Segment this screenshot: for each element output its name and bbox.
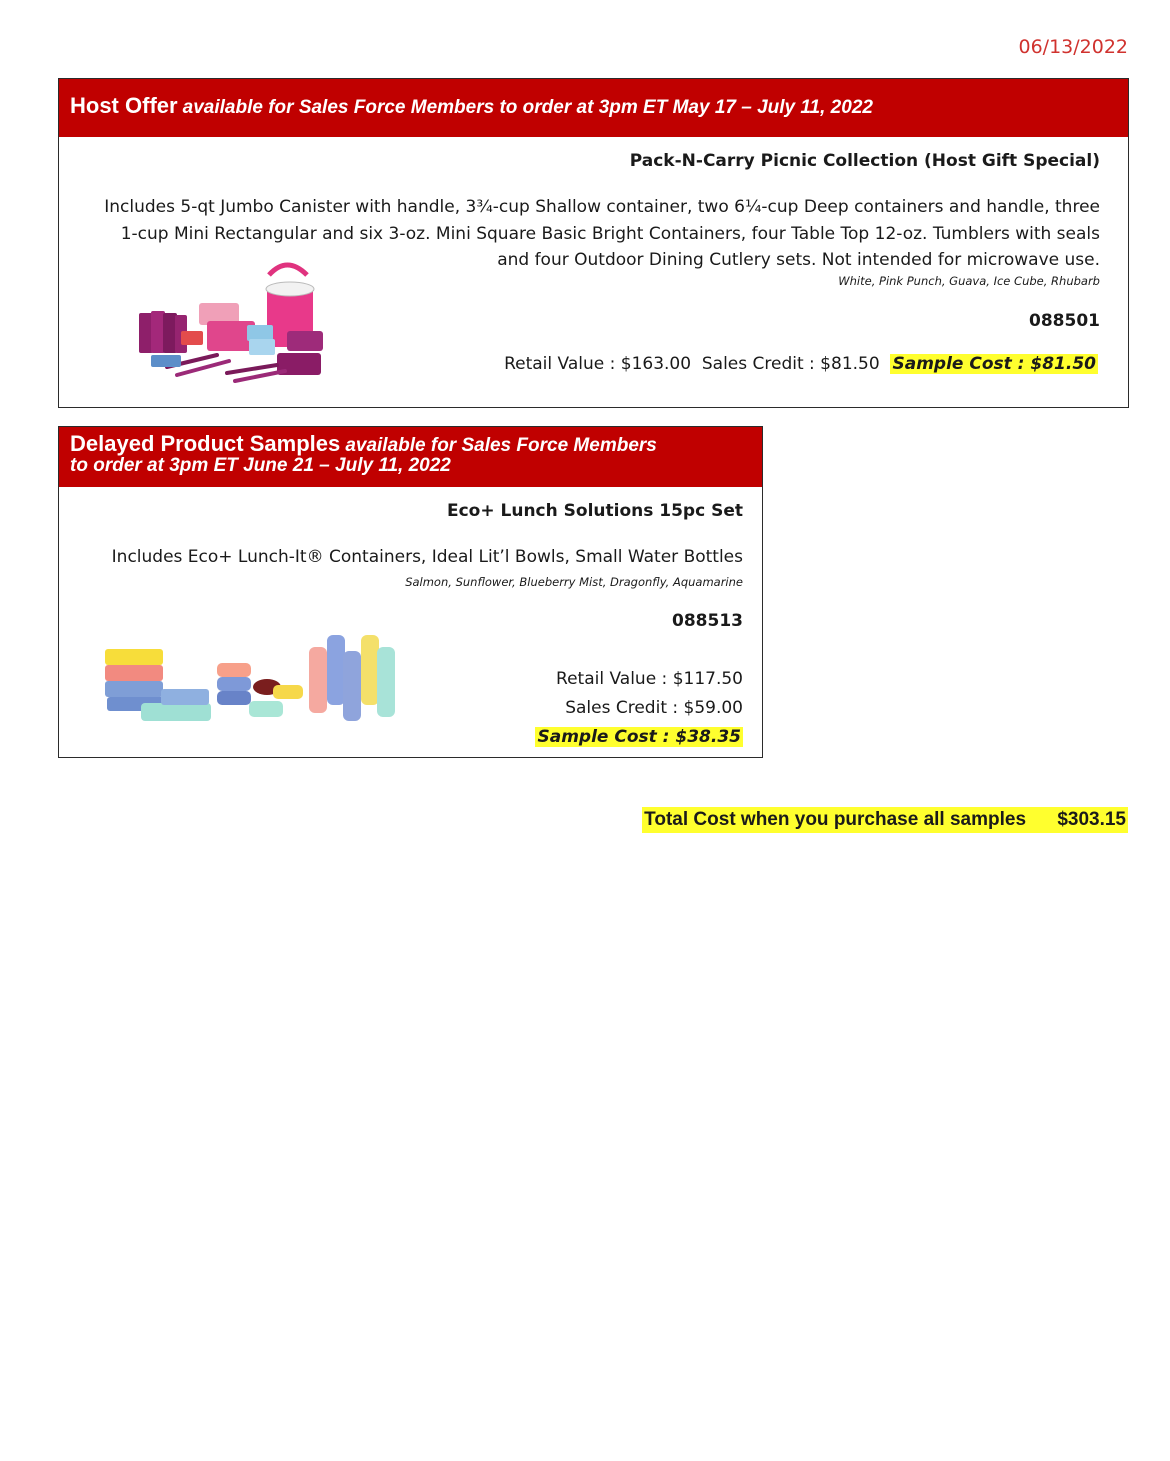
delayed-samples-banner (59, 427, 762, 487)
price-line (504, 354, 1098, 374)
total-cost-amount: $303.15 (1057, 809, 1126, 830)
retail-value: Retail Value : $163.00 (504, 354, 692, 374)
host-offer-subheading: available for Sales Force Members to order at 3pm ET May 17 – July 11, 2022 (182, 97, 873, 118)
sample-cost: Sample Cost : $38.35 (537, 727, 741, 747)
product-description: Includes 5-qt Jumbo Canister with handle, 3¾-cup Shallow container, two 6¼-cup Deep containers and handle, three 1-cup Mini Rectangular and six 3-oz. Mini Square Basic Bright Containers, four Table Top 12-oz. Tumblers with seals and four Outdoor Dining Cutlery sets. Not intended for microwave use. (104, 197, 1100, 270)
host-offer-card (58, 78, 1129, 408)
delayed-samples-card (58, 426, 763, 758)
lunch-solutions-image (101, 629, 401, 729)
product-title: Pack-N-Carry Picnic Collection (Host Gift Special) (629, 151, 1100, 171)
sales-credit: Sales Credit : $59.00 (565, 698, 743, 718)
host-offer-banner (59, 79, 1128, 137)
sales-credit: Sales Credit : $81.50 (701, 354, 880, 374)
delayed-samples-heading: Delayed Product Samples (70, 431, 341, 456)
product-description: Includes Eco+ Lunch-It® Containers, Ideal Lit’l Bowls, Small Water Bottles (111, 547, 743, 567)
delayed-samples-subheading-line2: to order at 3pm ET June 21 – July 11, 2022 (70, 455, 451, 476)
total-cost (642, 807, 1128, 833)
host-offer-heading: Host Offer (70, 93, 178, 118)
price-stack (535, 665, 743, 752)
sample-cost: Sample Cost : $81.50 (892, 354, 1096, 374)
product-colors: White, Pink Punch, Guava, Ice Cube, Rhubarb (838, 274, 1100, 288)
item-code: 088501 (1029, 311, 1100, 331)
picnic-collection-image (137, 255, 337, 395)
delayed-samples-subheading-line1: available for Sales Force Members (345, 435, 657, 456)
item-code: 088513 (672, 611, 743, 631)
product-colors: Salmon, Sunflower, Blueberry Mist, Dragonfly, Aquamarine (405, 575, 743, 589)
total-cost-label: Total Cost when you purchase all samples (644, 809, 1027, 830)
product-title: Eco+ Lunch Solutions 15pc Set (446, 501, 743, 521)
retail-value: Retail Value : $117.50 (556, 669, 743, 689)
document-date: 06/13/2022 (1018, 36, 1128, 58)
